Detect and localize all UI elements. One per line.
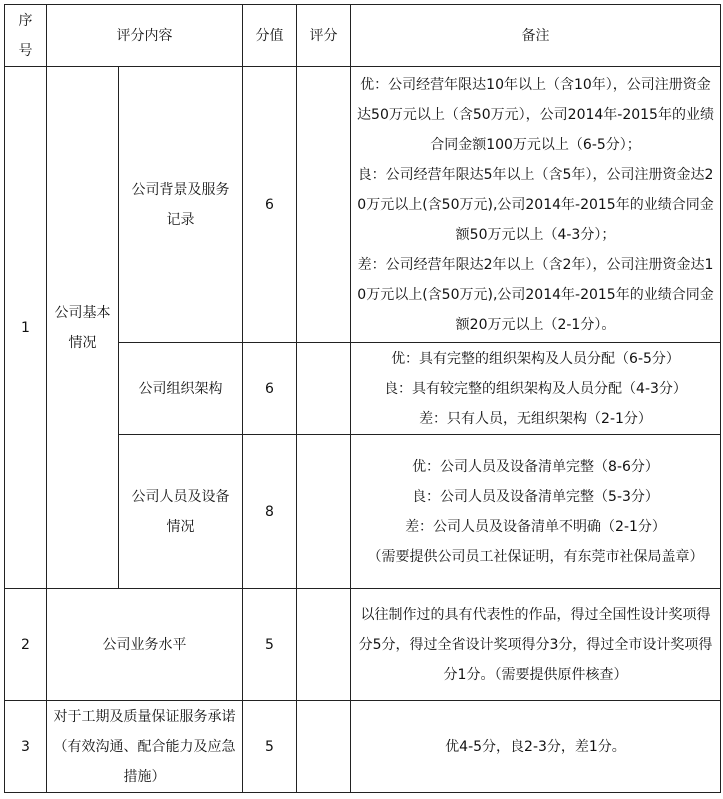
remark-line: 优：公司人员及设备清单完整（8-6分）: [412, 458, 659, 475]
row1-item1-remark: [351, 67, 721, 343]
row3-remark: 优4-5分，良2-3分，差1分。: [351, 701, 721, 793]
row3-content: 对于工期及质量保证服务承诺（有效沟通、配合能力及应急措施）: [47, 701, 243, 793]
row1-item1-score: [297, 67, 351, 343]
remark-line: 良：公司经营年限达5年以上（含5年），公司注册资金达20万元以上(含50万元),公司2014年-2015年的业绩合同金额50万元以上（4-3分）；: [357, 166, 714, 243]
header-content: 评分内容: [47, 5, 243, 67]
remark-line: 差：公司经营年限达2年以上（含2年），公司注册资金达10万元以上(含50万元),公司2014年-2015年的业绩合同金额20万元以上（2-1分）。: [357, 256, 714, 333]
row1-item2-remark: [351, 343, 721, 435]
remark-line: 优：公司经营年限达10年以上（含10年），公司注册资金达50万元以上（含50万元），公司2014年-2015年的业绩合同金额100万元以上（6-5分）；: [357, 76, 714, 153]
header-value: 分值: [243, 5, 297, 67]
row3-seq: 3: [5, 701, 47, 793]
row1-item1-value: 6: [243, 67, 297, 343]
row1-item1-name: 公司背景及服务记录: [119, 67, 243, 343]
row1-seq: 1: [5, 67, 47, 589]
row1-item2-score: [297, 343, 351, 435]
row2-value: 5: [243, 589, 297, 701]
row2-seq: 2: [5, 589, 47, 701]
row2-remark: 以往制作过的具有代表性的作品，得过全国性设计奖项得分5分，得过全省设计奖项得分3分，得过全市设计奖项得分1分。（需要提供原件核查）: [351, 589, 721, 701]
header-seq: 序 号: [5, 5, 47, 67]
remark-line: （需要提供公司员工社保证明，有东莞市社保局盖章）: [367, 548, 704, 565]
header-remark: 备注: [351, 5, 721, 67]
table-row: [5, 589, 721, 701]
row1-category: 公司基本情况: [47, 67, 119, 589]
row1-item2-value: 6: [243, 343, 297, 435]
remark-line: 良：公司人员及设备清单完整（5-3分）: [412, 488, 659, 505]
remark-line: 差：公司人员及设备清单不明确（2-1分）: [405, 518, 666, 535]
header-score: 评分: [297, 5, 351, 67]
row1-item3-name: 公司人员及设备情况: [119, 435, 243, 589]
row2-content: 公司业务水平: [47, 589, 243, 701]
row2-score: [297, 589, 351, 701]
remark-line: 良：具有较完整的组织架构及人员分配（4-3分）: [384, 380, 687, 397]
row1-item3-remark: [351, 435, 721, 589]
table-row: [5, 701, 721, 793]
header-row: [5, 5, 721, 67]
row3-score: [297, 701, 351, 793]
row1-item2-name: 公司组织架构: [119, 343, 243, 435]
remark-line: 差：只有人员，无组织架构（2-1分）: [419, 410, 652, 427]
remark-line: 优：具有完整的组织架构及人员分配（6-5分）: [391, 350, 680, 367]
row1-item3-score: [297, 435, 351, 589]
scoring-table: [4, 4, 721, 793]
table-row: [5, 67, 721, 343]
row3-value: 5: [243, 701, 297, 793]
row1-item3-value: 8: [243, 435, 297, 589]
